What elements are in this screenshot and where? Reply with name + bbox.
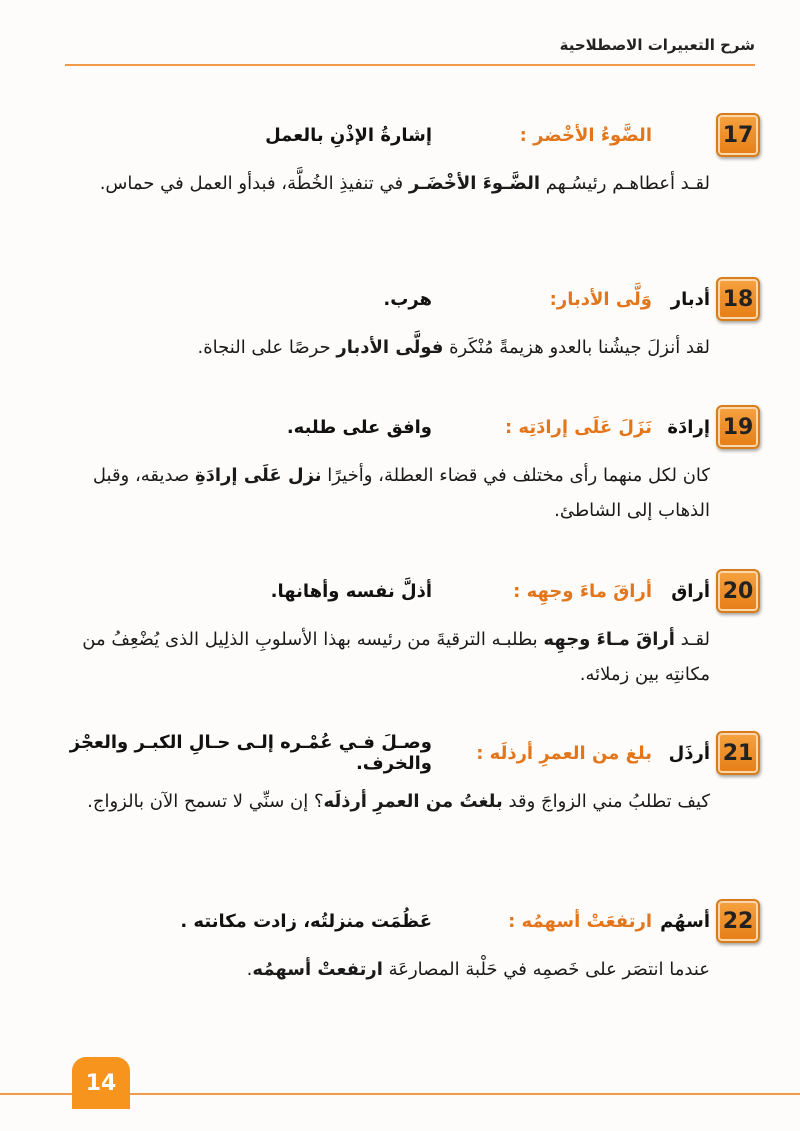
entry-idiom: بلغ من العمرِ أرذلَه : bbox=[476, 742, 652, 764]
example-text-before: لقـد bbox=[674, 629, 710, 650]
page-number-tab: 14 bbox=[72, 1057, 130, 1109]
example-idiom-highlight: أراقَ مـاءَ وجهِه bbox=[543, 629, 675, 650]
example-text-after: حرصًا على النجاة. bbox=[197, 337, 337, 358]
example-text-before: لقد أنزلَ جيشُنا بالعدو هزيمةً مُنْكَرة bbox=[443, 337, 710, 358]
entry-meaning: عَظُمَت منزلتُه، زادت مكانته . bbox=[180, 910, 432, 932]
entry-root-word: أراق bbox=[671, 580, 710, 602]
example-text-before: لقـد أعطاهـم رئيسُـهم bbox=[540, 173, 710, 194]
example-idiom-highlight: بلغتُ من العمرِ أرذلَه bbox=[323, 791, 503, 812]
header-divider bbox=[65, 64, 755, 66]
entry-heading-row bbox=[60, 404, 760, 450]
entry-idiom: نَزَلَ عَلَى إرادَتِه : bbox=[504, 416, 652, 438]
example-text-after: . bbox=[246, 959, 253, 980]
entry-example bbox=[60, 784, 710, 819]
example-idiom-highlight: الضَّـوءَ الأخْضَـر bbox=[408, 173, 541, 194]
entry-number-badge: 18 bbox=[716, 277, 760, 321]
entry-number-badge: 19 bbox=[716, 405, 760, 449]
example-text-after: ؟ إن سنِّي لا تسمح الآن بالزواج. bbox=[87, 791, 324, 812]
entry-17 bbox=[60, 112, 760, 201]
entry-meaning: أذلَّ نفسه وأهانها. bbox=[270, 580, 432, 602]
entry-meaning: وصـلَ فـي عُمْـره إلـى حـالِ الكبـر والعجْز والخرف. bbox=[69, 732, 432, 774]
example-idiom-highlight: نزل عَلَى إرادَةِ bbox=[195, 465, 322, 486]
example-idiom-highlight: فولَّى الأدبار bbox=[336, 337, 444, 358]
page-header-title: شرح التعبيرات الاصطلاحية bbox=[559, 36, 755, 54]
entry-meaning: إشارةُ الإذْنِ بالعمل bbox=[265, 124, 432, 146]
entry-root-word: أسهُم bbox=[660, 910, 710, 932]
entry-root-word: أدبار bbox=[670, 288, 710, 310]
entry-22 bbox=[60, 898, 760, 987]
entry-number-badge: 17 bbox=[716, 113, 760, 157]
entry-number-badge: 22 bbox=[716, 899, 760, 943]
entry-idiom: ارتفعَتْ أسهمُه : bbox=[508, 910, 652, 932]
entry-number-badge: 21 bbox=[716, 731, 760, 775]
entry-example bbox=[60, 330, 710, 365]
example-text-before: كان لكل منهما رأى مختلف في قضاء العطلة، وأخيرًا bbox=[321, 465, 710, 486]
example-idiom-highlight: ارتفعتْ أسهمُه bbox=[252, 959, 383, 980]
entry-21 bbox=[60, 730, 760, 819]
example-text-before: كيف تطلبُ مني الزواجَ وقد bbox=[502, 791, 710, 812]
entry-meaning: هرب. bbox=[383, 288, 432, 310]
entry-root-word: أرذَل bbox=[668, 742, 710, 764]
example-text-before: عندما انتصَر على خَصمِه في حَلْبة المصارعَة bbox=[382, 959, 710, 980]
entry-20 bbox=[60, 568, 760, 692]
entry-heading-row bbox=[60, 276, 760, 322]
entry-idiom: الضَّوءُ الأخْضر : bbox=[519, 124, 652, 146]
entry-example bbox=[60, 622, 710, 692]
entry-heading-row bbox=[60, 112, 760, 158]
entry-meaning: وافق على طلبه. bbox=[286, 416, 432, 438]
entry-number-badge: 20 bbox=[716, 569, 760, 613]
entry-heading-row bbox=[60, 898, 760, 944]
entry-19 bbox=[60, 404, 760, 528]
entry-heading-row bbox=[60, 568, 760, 614]
example-text-after: صديقه، وقبل الذهاب إلى الشاطئ. bbox=[92, 465, 710, 521]
example-text-after: في تنفيذِ الخُطَّة، فبدأو العمل في حماس. bbox=[99, 173, 409, 194]
example-text-after: بطلبـه الترقيةَ من رئيسه بهذا الأسلوبِ الذلِيل الذى يُضْعِفُ من مكانتِه بين زملائه. bbox=[82, 629, 710, 685]
entry-idiom: أراقَ ماءَ وجهِه : bbox=[513, 580, 652, 602]
entry-example bbox=[60, 952, 710, 987]
entry-root-word: إرادَة bbox=[667, 416, 710, 438]
entry-heading-row bbox=[60, 730, 760, 776]
entry-18 bbox=[60, 276, 760, 365]
entry-example bbox=[60, 458, 710, 528]
entry-idiom: وَلَّى الأدبار: bbox=[549, 288, 652, 310]
entry-example bbox=[60, 166, 710, 201]
